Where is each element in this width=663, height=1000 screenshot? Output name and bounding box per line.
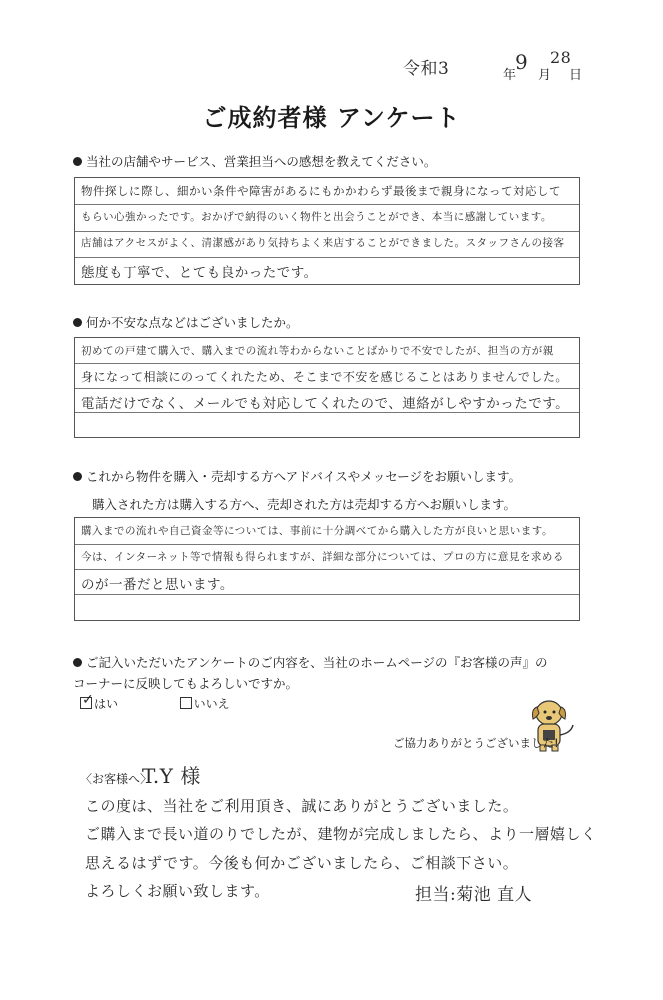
date-field (395, 48, 595, 88)
date-year-label: 年 (503, 68, 517, 83)
answer-box-2 (74, 337, 580, 438)
answer-2-line-3: 電話だけでなく、メールでも対応してくれたので、連絡がしやすかったです。 (81, 396, 570, 412)
answer-3-line-2: 今は、インターネット等で情報も得られますが、詳細な部分については、プロの方に意見を求める (81, 551, 564, 563)
check-mark-icon: ✓ (82, 692, 95, 708)
ruled-line (75, 388, 579, 389)
question-1-text: 当社の店舗やサービス、営業担当への感想を教えてください。 (86, 154, 437, 169)
reply-to-label: 〈お客様へ〉 (80, 772, 153, 786)
thanks-message: ご協力ありがとうございました! (393, 736, 559, 750)
consent-line-1: ご記入いただいたアンケートのご内容を、当社のホームページの『お客様の声』の (86, 655, 548, 670)
consent-line-2: コーナーに反映してもよろしいですか。 (73, 676, 299, 691)
question-1 (73, 153, 436, 171)
date-month: 9 (515, 50, 529, 74)
ruled-line (75, 257, 579, 258)
question-2 (73, 314, 299, 332)
yes-label: はい (94, 697, 119, 711)
answer-1-line-1: 物件探しに際し、細かい条件や障害があるにもかかわらず最後まで親身になって対応して (81, 184, 561, 198)
reply-message-line-1: この度は、当社をご利用頂き、誠にありがとうございました。 (85, 797, 519, 815)
ruled-line (75, 363, 579, 364)
reply-message-line-2: ご購入まで長い道のりでしたが、建物が完成しましたら、より一層嬉しく (85, 825, 597, 843)
ruled-line (75, 204, 579, 205)
bullet-icon (73, 318, 82, 327)
bullet-icon (73, 472, 82, 481)
date-day-label: 日 (569, 68, 583, 83)
no-label: いいえ (193, 697, 230, 711)
staff-signature: 担当:菊池 直人 (415, 885, 533, 905)
question-3-subtext: 購入された方は購入する方へ、売却された方は売却する方へお願いします。 (92, 497, 517, 512)
ruled-line (75, 594, 579, 595)
yes-checkbox[interactable] (80, 692, 95, 709)
ruled-line (75, 412, 579, 413)
answer-box-3 (74, 517, 580, 621)
answer-1-line-3: 店舗はアクセスがよく、清潔感があり気持ちよく来店することができました。スタッフさんの接客 (81, 237, 565, 249)
ruled-line (75, 231, 579, 232)
no-checkbox[interactable] (180, 697, 192, 709)
page-title: ご成約者様 アンケート (202, 104, 461, 132)
ruled-line (75, 544, 579, 545)
answer-3-line-3: のが一番だと思います。 (81, 577, 234, 593)
question-3-text: これから物件を購入・売却する方へアドバイスやメッセージをお願いします。 (86, 469, 522, 484)
answer-box-1 (74, 177, 580, 285)
answer-2-line-1: 初めての戸建て購入で、購入までの流れ等わからないことばかりで不安でしたが、担当の方が親 (81, 345, 554, 357)
answer-1-line-4: 態度も丁寧で、とても良かったです。 (81, 265, 318, 281)
date-era-year: 令和3 (403, 59, 450, 79)
question-3 (73, 468, 521, 486)
ruled-line (75, 569, 579, 570)
answer-1-line-2: もらい心強かったです。おかげで納得のいく物件と出会うことができ、本当に感謝しています。 (81, 211, 552, 223)
bullet-icon (73, 157, 82, 166)
answer-2-line-2: 身になって相談にのってくれたため、そこまで不安を感じることはありませんでした。 (81, 370, 568, 384)
date-month-label: 月 (538, 68, 552, 83)
reply-message-line-3: 思えるはずです。今後も何かございましたら、ご相談下さい。 (85, 854, 519, 872)
bullet-icon (73, 658, 82, 667)
consent-question (73, 652, 548, 694)
reply-message-line-4: よろしくお願い致します。 (85, 882, 270, 900)
consent-options (80, 692, 230, 712)
customer-name: T.Y 様 (142, 764, 201, 788)
answer-3-line-1: 購入までの流れや自己資金等については、事前に十分調べてから購入した方が良いと思います。 (81, 525, 553, 537)
date-day: 28 (550, 48, 572, 67)
question-2-text: 何か不安な点などはございましたか。 (86, 315, 299, 330)
